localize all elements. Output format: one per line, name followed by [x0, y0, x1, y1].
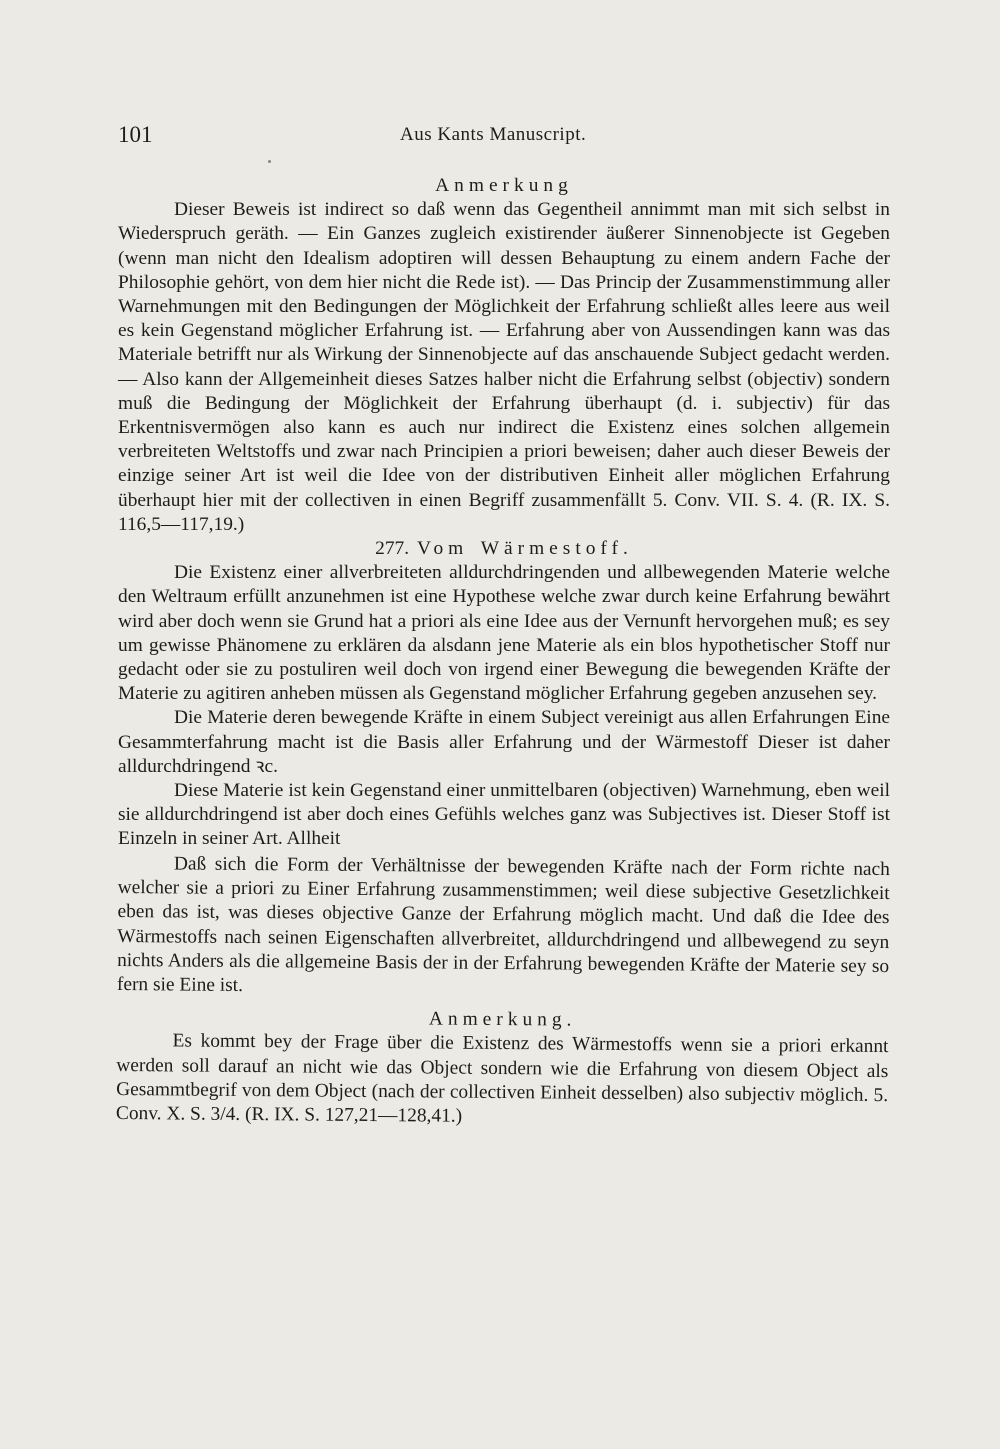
paragraph: Die Existenz einer allverbreiteten alldurchdringenden und allbewegenden Materie welche den Weltraum erfüllt anzunehmen ist eine Hypothese welche zwar durch keine Erfahrung bewährt wird aber doch wenn sie Grund hat a priori als eine Idee aus der Vernunft hervorgehen muß; es sey um gewisse Phänomene zu erklären da alsdann jene Materie als ein blos hypothetischer Stoff nur gedacht oder sie zu postuliren weil doch von irgend einer Bewegung die bewegenden Kräfte der Materie zu agitiren anheben müssen als Gegenstand möglicher Erfahrung gegeben anzusehen sey.	[118, 562, 890, 705]
section-heading-anmerkung-2: Anmerkung.	[428, 1008, 577, 1031]
paragraph: Daß sich die Form der Verhältnisse der bewegenden Kräfte nach der Form richte nach welcher sie a priori zu Einer Erfahrung zusammenstimmen; weil diese subjective Gesetzlichkeit eben das ist, was dieses objective Ganze der Erfahrung möglich macht. Und daß die Idee des Wärmestoffs nach seinen Eigenschaften allverbreitet, alldurchdringend und allbewegend zu seyn nichts Anders als die allgemeine Basis der in der Erfahrung bewegenden Kräfte der Materie sey so fern sie Eine ist.	[116, 853, 890, 996]
section-heading-277	[118, 537, 890, 561]
paper-speck	[268, 160, 271, 163]
section-heading-anmerkung: Anmerkung	[435, 175, 573, 196]
body-text	[115, 174, 890, 1127]
page-number: 101	[118, 122, 153, 147]
remark-paragraph: Dieser Beweis ist indirect so daß wenn das Gegentheil annimmt man mit sich selbst in Wiederspruch geräth. — Ein Ganzes zugleich existirender äußerer Sinnenobjecte ist Gegeben (wenn man nicht den Idealism adoptiren will dessen Behauptung zu einem andern Fache der Philosophie gehört, von dem hier nicht die Rede ist). — Das Princip der Zusammenstimmung aller Warnehmungen mit den Bedingungen der Möglichkeit der Erfahrung schließt alles leere aus weil es kein Gegenstand möglicher Erfahrung ist. — Erfahrung aber von Aussendingen kann was das Materiale betrifft nur als Wirkung der Sinnenobjecte auf das anschauende Subject gedacht werden. — Also kann der Allgemeinheit dieses Satzes halber nicht die Erfahrung selbst (objectiv) sondern muß die Bedingung der Möglichkeit der Erfahrung überhaupt (d. i. subjectiv) für das Erkentnisvermögen also kann es auch nur indirect die Existenz eines solchen allgemein verbreiteten Weltstoffs und zwar nach Principien a priori beweisen; daher auch dieser Beweis der einzige seiner Art ist weil die Idee von der distributiven Einheit aller möglichen Erfahrung überhaupt hier mit der collectiven in einen Begriff zusammenfällt 5. Conv. VII. S. 4. (R. IX. S. 116,5—117,19.)	[118, 199, 890, 535]
section-number: 277.	[375, 538, 410, 560]
remark-paragraph: Es kommt bey der Frage über die Existenz des Wärmestoffs wenn sie a priori erkannt werden soll darauf an nicht wie das Object sondern wie die Erfahrung von diesem Object als Gesammtbegrif von dem Object (nach der collectiven Einheit desselben) also subjectiv möglich. 5. Conv. X. S. 3/4. (R. IX. S. 127,21—128,41.)	[115, 1030, 889, 1127]
skewed-lower-block	[116, 852, 890, 1132]
paragraph: Diese Materie ist kein Gegenstand einer unmittelbaren (objectiven) Warnehmung, eben weil sie alldurchdringend ist aber doch eines Gefühls welches ganz was Subjectives ist. Dieser Stoff ist Einzeln in seiner Art. Allheit	[118, 780, 890, 850]
section-title: Vom Wärmestoff.	[416, 538, 633, 560]
running-header	[118, 122, 890, 154]
paragraph: Die Materie deren bewegende Kräfte in einem Subject vereinigt aus allen Erfahrungen Eine Gesammterfahrung macht ist die Basis aller Erfahrung und der Wärmestoff Dieser ist daher alldurchdringend ꝛc.	[118, 707, 890, 777]
running-title: Aus Kants Manuscript.	[400, 124, 587, 145]
